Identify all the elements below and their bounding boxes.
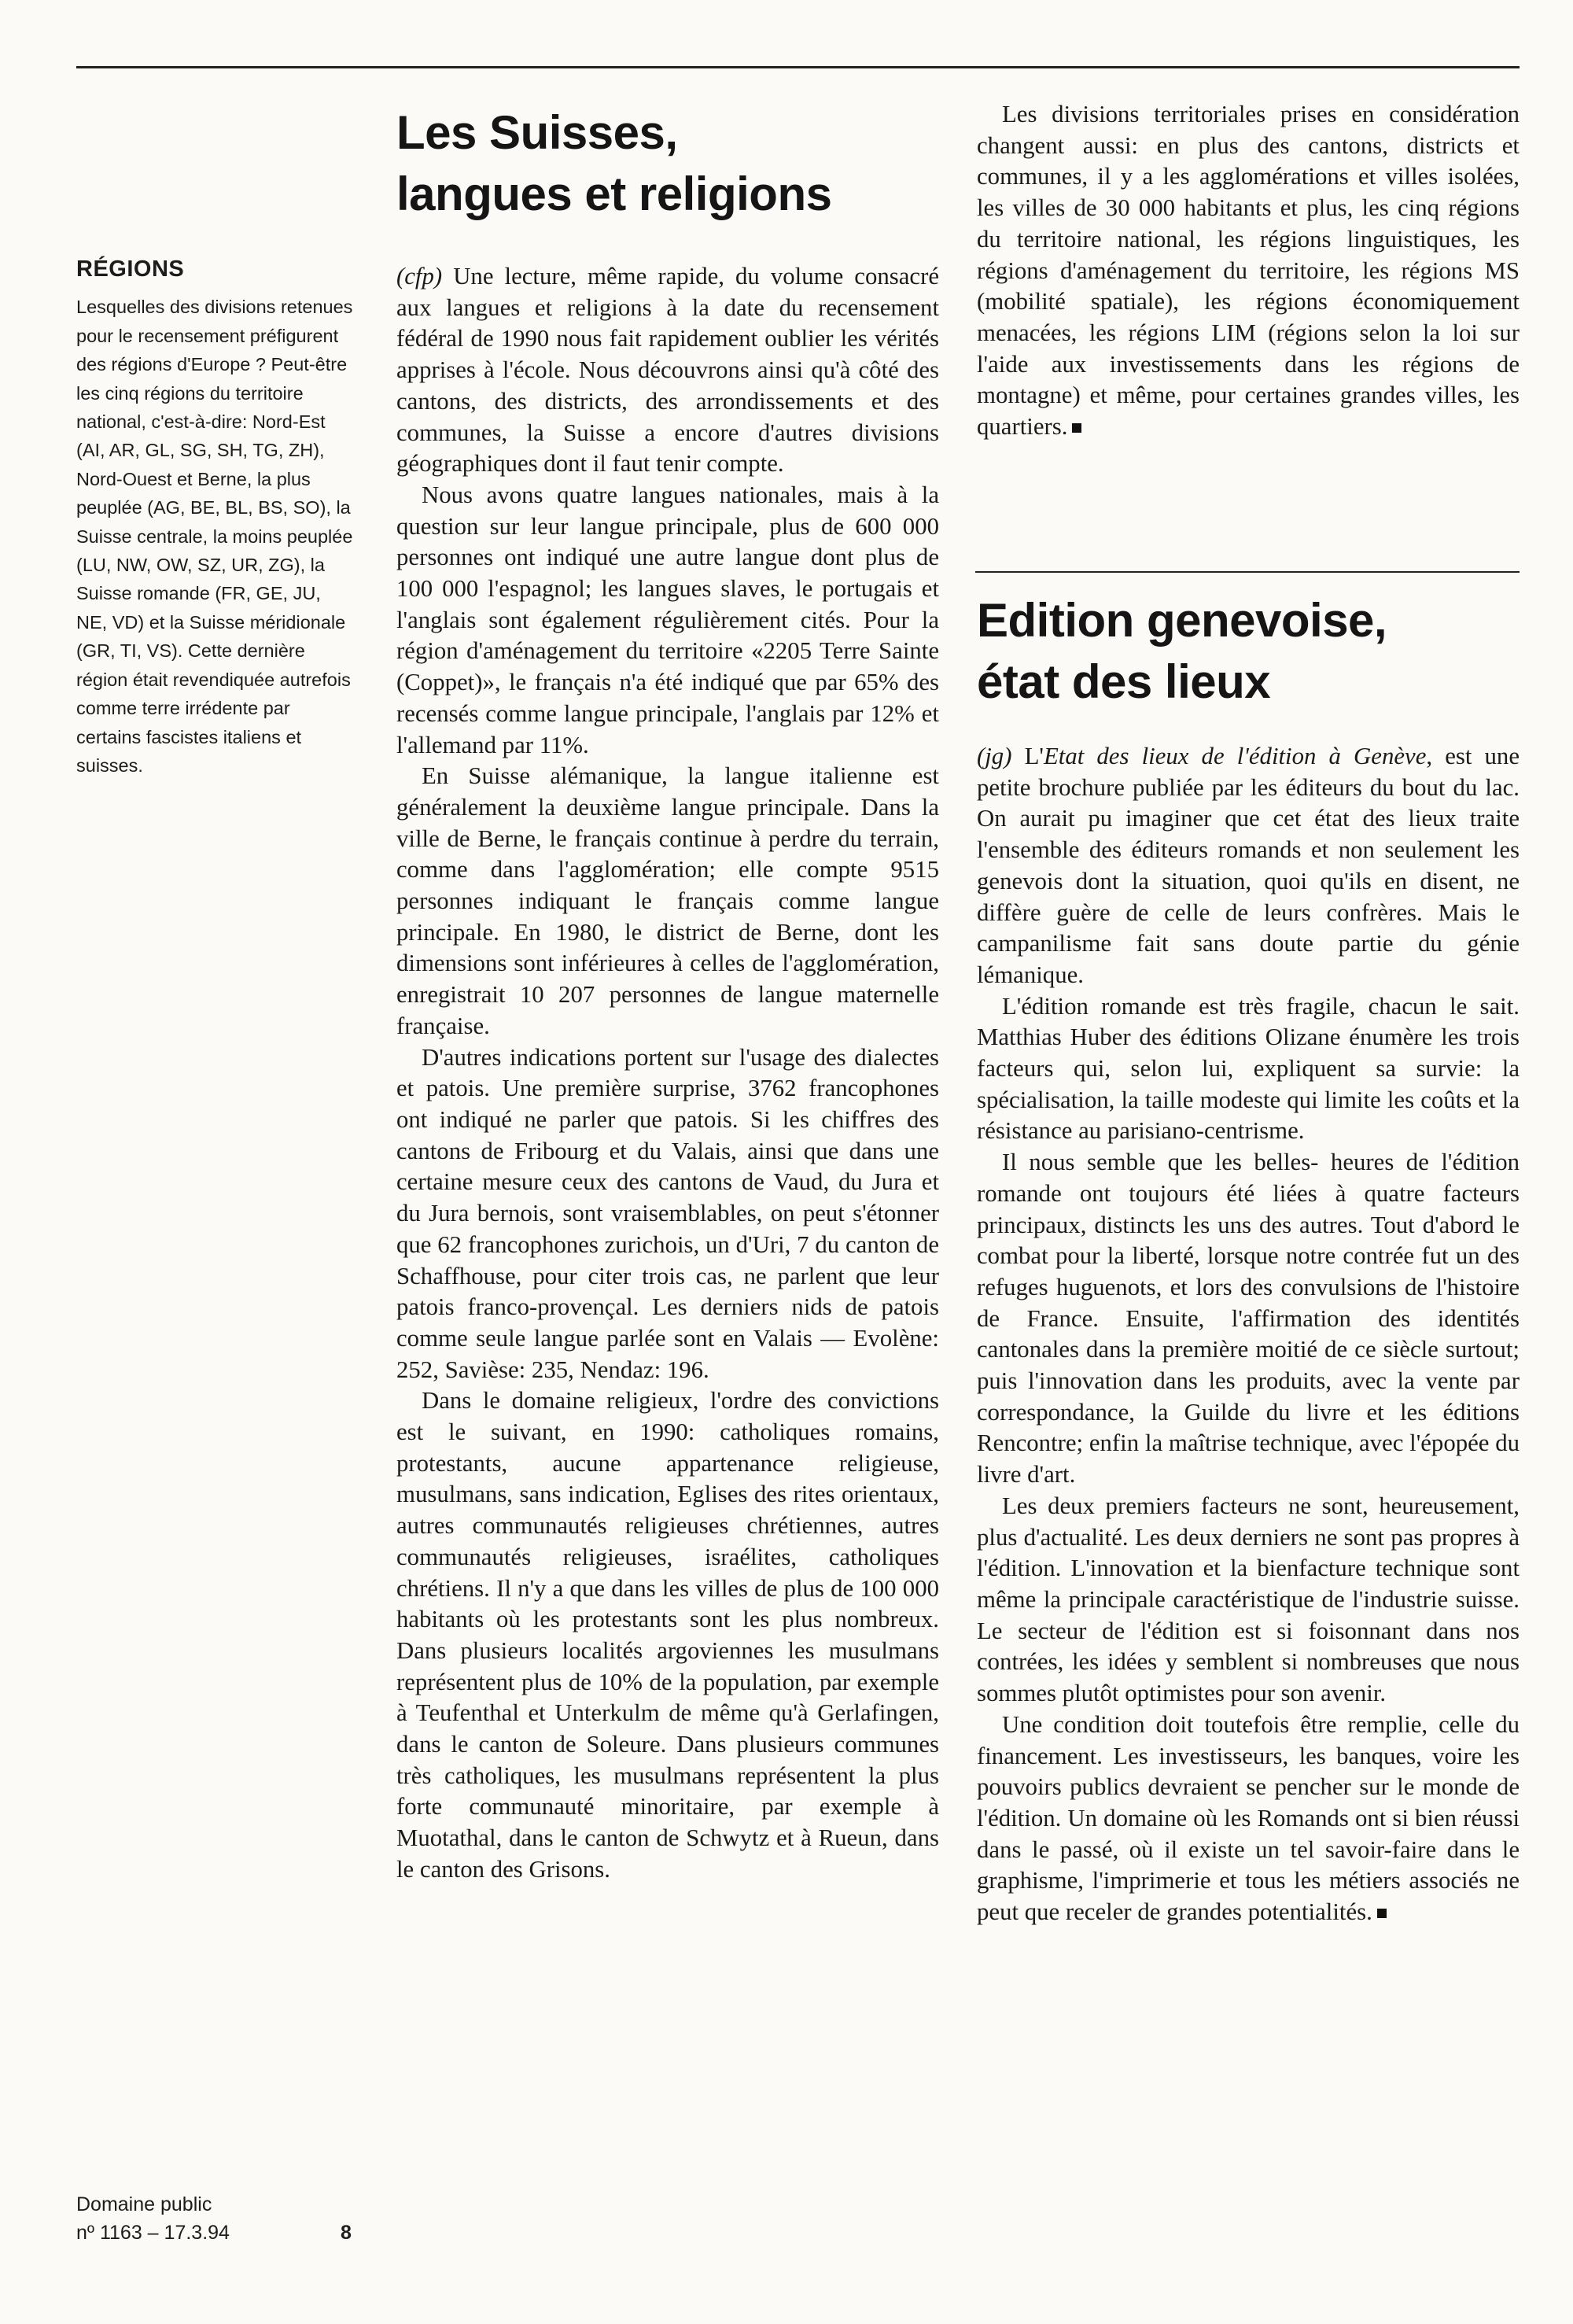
article1-paragraph: En Suisse alémanique, la langue italienne est généralement la deuxième langue principale. Dans la ville de Berne, le français continue à perdre du terrain, comme dans l'agglomération; elle compte 9515 personnes indiquant le français comme langue principale. En 1980, le district de Berne, dont les dimensions sont inférieures à celles de l'agglomération, enregistrait 10 207 personnes de langue maternelle française.: [396, 762, 939, 1039]
end-mark: [1377, 1909, 1387, 1918]
article2-paragraph: Il nous semble que les belles- heures de l'édition romande ont toujours été liées à quatre facteurs principaux, distincts les uns des autres. Tout d'abord le combat pour la liberté, lorsque notre contrée fut un des refuges huguenots, et lors des convulsions de l'histoire de France. Ensuite, l'affirmation des identités cantonales dans la première moitié de ce siècle surtout; puis l'innovation dans les produits, avec la vente par correspondance, la Guilde du livre et les éditions Rencontre; enfin la maîtrise technique, avec l'épopée du livre d'art.: [977, 1149, 1520, 1488]
article1-title: [396, 102, 939, 225]
sidebar-regions: [76, 252, 355, 780]
publication-name: Domaine public: [76, 2193, 212, 2215]
article1-column1: [396, 102, 939, 1886]
issue-info: nº 1163 – 17.3.94: [76, 2222, 230, 2244]
article2-title: [977, 590, 1520, 713]
article1-paragraph: Dans le domaine religieux, l'ordre des convictions est le suivant, en 1990: catholiques romains, protestants, aucune appartenance religieuse, musulmans, sans indication, Eglises des rites orientaux, autres communautés religieuses chrétiennes, autres communautés religieuses, israélites, catholiques chrétiens. Il n'y a que dans les villes de plus de 100 000 habitants où les protestants sont les plus nombreux. Dans plusieurs localités argoviennes les musulmans représentent plus de 10% de la population, par exemple à Teufenthal et Unterkulm de même qu'à Gerlafingen, dans le canton de Soleure. Dans plusieurs communes très catholiques, les musulmans représentent la plus forte communauté minoritaire, par exemple à Muotathal, dans le canton de Schwytz et à Rueun, dans le canton des Grisons.: [396, 1387, 939, 1883]
article1-title-line2: langues et religions: [396, 168, 832, 220]
article2-paragraph: (jg) L'Etat des lieux de l'édition à Genève, est une petite brochure publiée par les éditeurs du bout du lac. On aurait pu imaginer que cet état des lieux traite l'ensemble des éditeurs romands et non seulement les genevois dont la situation, quoi qu'ils en disent, ne diffère guère de celle de leurs confrères. Mais le campanilisme fait sans doute partie du génie lémanique.: [977, 743, 1520, 988]
page-footer: [76, 2190, 375, 2247]
article2-paragraph: Les deux premiers facteurs ne sont, heureusement, plus d'actualité. Les deux derniers ne sont pas propres à l'édition. L'innovation et la bienfacture technique sont même la principale caractéristique de l'industrie suisse. Le secteur de l'édition est si foisonnant dans nos contrées, les idées y semblent si nombreuses que nous sommes plutôt optimistes pour son avenir.: [977, 1492, 1520, 1707]
sidebar-text: Lesquelles des divisions retenues pour le recensement préfigurent des régions d'Europe ? Peut-être les cinq régions du territoire national, c'est-à-dire: Nord-Est (AI, AR, GL, SG, SH, TG, ZH), Nord-Ouest et Berne, la plus peuplée (AG, BE, BL, BS, SO), la Suisse centrale, la moins peuplée (LU, NW, OW, SZ, UR, ZG), la Suisse romande (FR, GE, JU, NE, VD) et la Suisse méridionale (GR, TI, VS). Cette dernière région était revendiquée autrefois comme terre irrédente par certains fascistes italiens et suisses.: [76, 297, 353, 776]
article2-column: [977, 590, 1520, 1928]
article1-paragraph: Nous avons quatre langues nationales, mais à la question sur leur langue principale, plus de 600 000 personnes ont indiqué une autre langue dont plus de 100 000 l'espagnol; les langues slaves, le portugais et l'anglais sont également régulièrement cités. Pour la région d'aménagement du territoire «2205 Terre Sainte (Coppet)», le français n'a été indiqué que par 65% des recensés comme langue principale, l'anglais par 12% et l'allemand par 11%.: [396, 481, 939, 758]
article1-title-line1: Les Suisses,: [396, 106, 678, 159]
article1-paragraph: D'autres indications portent sur l'usage des dialectes et patois. Une première surprise, 3762 francophones ont indiqué ne parler que patois. Si les chiffres des cantons de Fribourg et du Valais, ainsi que dans une certaine mesure ceux des cantons de Vaud, du Jura et du Jura bernois, sont vraisemblables, on peut s'étonner que 62 francophones zurichois, un d'Uri, 7 du canton de Schaffhouse, pour citer trois cas, ne parlent que leur patois franco-provençal. Les derniers nids de patois comme seule langue parlée sont en Valais — Evolène: 252, Savièse: 235, Nendaz: 196.: [396, 1043, 939, 1383]
article1-paragraph: (cfp) Une lecture, même rapide, du volume consacré aux langues et religions à la date du recensement fédéral de 1990 nous fait rapidement oublier les vérités apprises à l'école. Nous découvrons ainsi qu'à côté des cantons, des districts, des arrondissements et des communes, la Suisse a encore d'autres divisions géographiques dont il faut tenir compte.: [396, 263, 939, 478]
article1-column2: [977, 99, 1520, 443]
article2-paragraph: Une condition doit toutefois être remplie, celle du financement. Les investisseurs, les banques, voire les pouvoirs publics devraient se pencher sur le monde de l'édition. Un domaine où les Romands ont si bien réussi dans le passé, où il existe un tel savoir-faire dans le graphisme, l'imprimerie et tous les métiers associés ne peut que receler de grandes potentialités.: [977, 1710, 1520, 1926]
article2-byline: (jg): [977, 743, 1012, 769]
article1-paragraph: Les divisions territoriales prises en considération changent aussi: en plus des cantons, districts et communes, il y a les agglomérations et villes isolées, les villes de 30 000 habitants et plus, les cinq régions du territoire national, les régions linguistiques, les régions d'aménagement du territoire, les régions MS (mobilité spatiale), les régions économiquement menacées, les régions LIM (régions selon la loi sur l'aide aux investissements dans les régions de montagne) et même, pour certaines grandes villes, les quartiers.: [977, 101, 1520, 441]
article1-byline: (cfp): [396, 263, 443, 290]
article2-title-line2: état des lieux: [977, 655, 1271, 708]
article2-title-line1: Edition genevoise,: [977, 594, 1387, 647]
top-rule: [76, 66, 1520, 68]
page-number: 8: [341, 2222, 352, 2244]
end-mark: [1072, 423, 1081, 433]
sidebar-heading: RÉGIONS: [76, 256, 185, 282]
article2-paragraph: L'édition romande est très fragile, chacun le sait. Matthias Huber des éditions Olizane énumère les trois facteurs qui, selon lui, expliquent sa survie: la spécialisation, la taille modeste qui limite les coûts et la résistance au parisiano-centrisme.: [977, 992, 1520, 1145]
article-separator-rule: [975, 571, 1520, 573]
